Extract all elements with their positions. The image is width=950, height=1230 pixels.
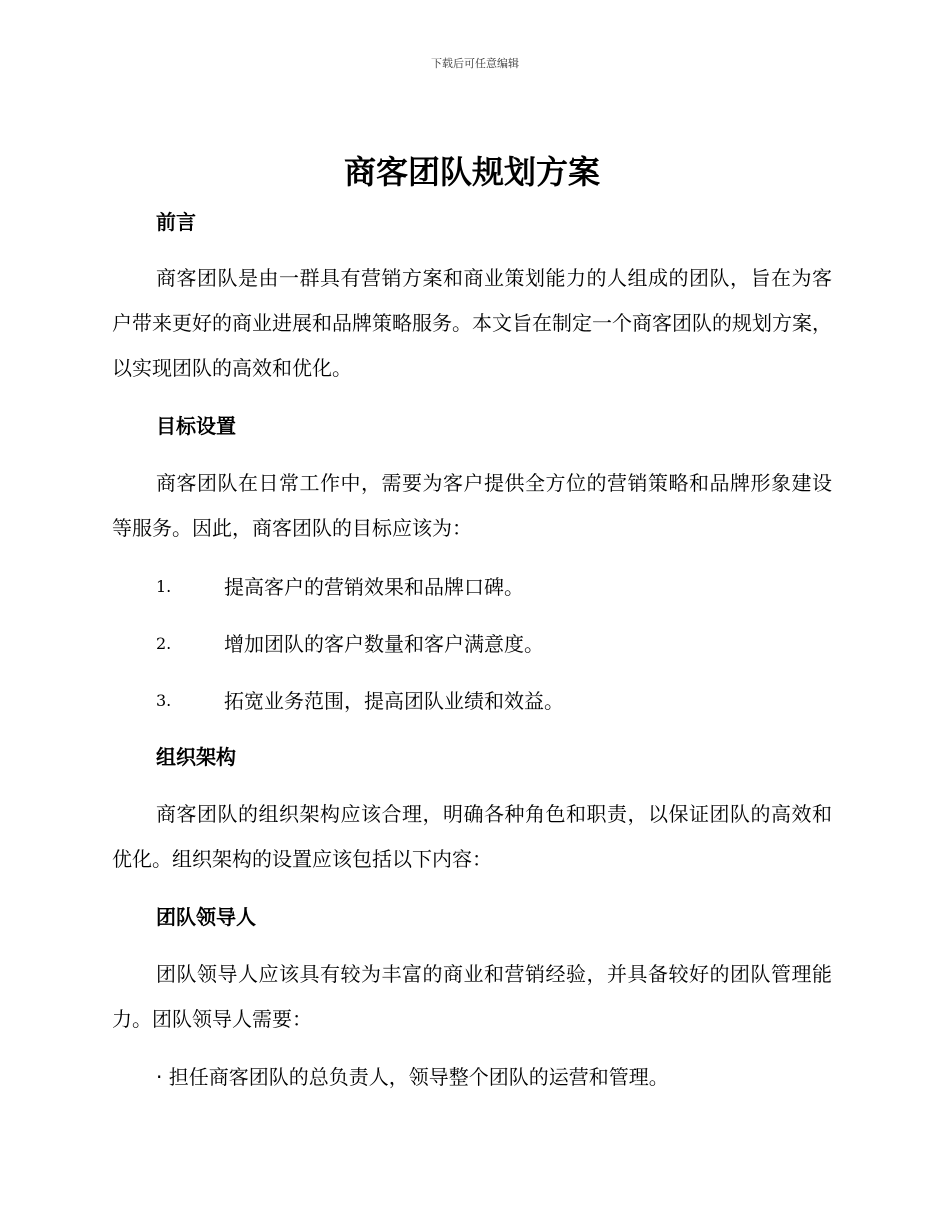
heading-leader: 团队领导人 (156, 905, 256, 929)
list-text: 提高客户的营销效果和品牌口碑。 (224, 575, 524, 599)
paragraph-goals: 商客团队在日常工作中，需要为客户提供全方位的营销策略和品牌形象建设等服务。因此，商客团队的目标应该为： (112, 471, 832, 540)
document-title: 商客团队规划方案 (343, 153, 600, 191)
paragraph-leader: 团队领导人应该具有较为丰富的商业和营销经验，并具备较好的团队管理能力。团队领导人需要： (112, 962, 832, 1031)
heading-preface: 前言 (156, 210, 196, 234)
paragraph-structure: 商客团队的组织架构应该合理，明确各种角色和职责，以保证团队的高效和优化。组织架构的设置应该包括以下内容： (112, 802, 832, 871)
list-number: 3. (156, 691, 172, 710)
list-number: 1. (156, 577, 172, 596)
page-header-note: 下载后可任意编辑 (431, 57, 519, 70)
list-text: 增加团队的客户数量和客户满意度。 (224, 632, 544, 656)
list-number: 2. (156, 634, 172, 653)
heading-structure: 组织架构 (156, 745, 236, 769)
heading-goals: 目标设置 (156, 414, 236, 438)
list-text: 拓宽业务范围，提高团队业绩和效益。 (224, 689, 564, 713)
paragraph-preface: 商客团队是由一群具有营销方案和商业策划能力的人组成的团队，旨在为客户带来更好的商业进展和品牌策略服务。本文旨在制定一个商客团队的规划方案，以实现团队的高效和优化。 (112, 266, 832, 380)
leader-bullet-item: · 担任商客团队的总负责人，领导整个团队的运营和管理。 (156, 1065, 669, 1089)
